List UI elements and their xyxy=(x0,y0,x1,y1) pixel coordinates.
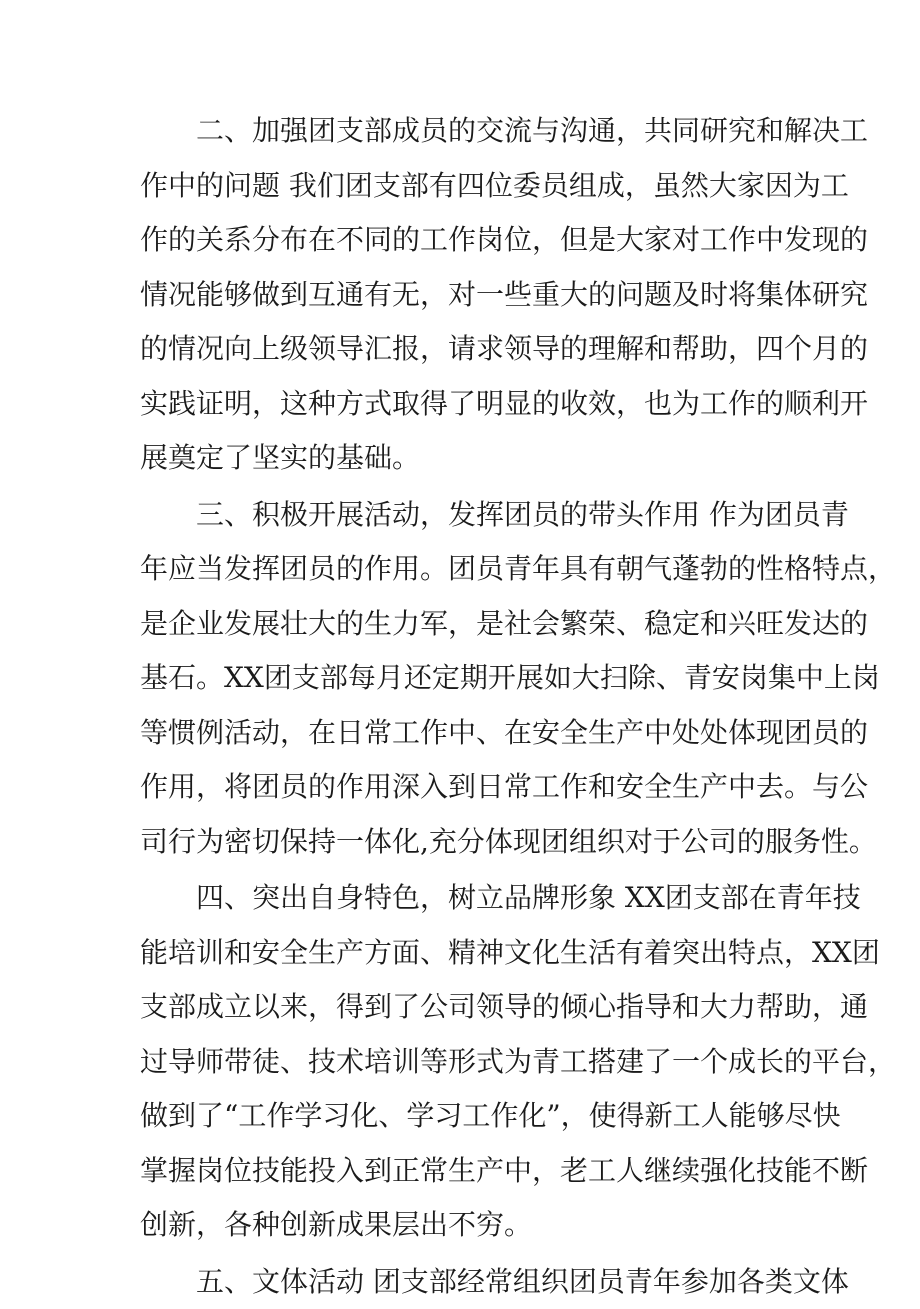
text-line: 作中的问题 我们团支部有四位委员组成，虽然大家因为工 xyxy=(140,159,780,214)
text-line: 创新，各种创新成果层出不穷。 xyxy=(140,1198,780,1253)
text-line: 作用，将团员的作用深入到日常工作和安全生产中去。与公 xyxy=(140,760,780,815)
text-line: 过导师带徒、技术培训等形式为青工搭建了一个成长的平台， xyxy=(140,1035,780,1090)
text-line: 等惯例活动，在日常工作中、在安全生产中处处体现团员的 xyxy=(140,706,780,761)
text-line: 二、加强团支部成员的交流与沟通，共同研究和解决工 xyxy=(140,104,780,159)
text-line: 展奠定了坚实的基础。 xyxy=(140,431,780,486)
text-line: 做到了“工作学习化、学习工作化”，使得新工人能够尽快 xyxy=(140,1089,780,1144)
paragraph-3 xyxy=(140,488,780,870)
paragraph-5 xyxy=(140,1255,780,1309)
text-line: 能培训和安全生产方面、精神文化生活有着突出特点，XX团 xyxy=(140,926,780,981)
text-line: 支部成立以来，得到了公司领导的倾心指导和大力帮助，通 xyxy=(140,980,780,1035)
paragraph-2 xyxy=(140,104,780,486)
text-line: 五、文体活动 团支部经常组织团员青年参加各类文体 xyxy=(140,1255,780,1309)
text-line: 三、积极开展活动，发挥团员的带头作用 作为团员青 xyxy=(140,488,780,543)
paragraph-4 xyxy=(140,871,780,1253)
text-line: 作的关系分布在不同的工作岗位，但是大家对工作中发现的 xyxy=(140,213,780,268)
text-line: 实践证明，这种方式取得了明显的收效，也为工作的顺利开 xyxy=(140,377,780,432)
document-body xyxy=(140,104,780,1309)
text-line: 年应当发挥团员的作用。团员青年具有朝气蓬勃的性格特点， xyxy=(140,542,780,597)
text-line: 司行为密切保持一体化,充分体现团组织对于公司的服务性。 xyxy=(140,815,780,870)
text-line: 情况能够做到互通有无，对一些重大的问题及时将集体研究 xyxy=(140,268,780,323)
text-line: 是企业发展壮大的生力军，是社会繁荣、稳定和兴旺发达的 xyxy=(140,597,780,652)
text-line: 的情况向上级领导汇报，请求领导的理解和帮助，四个月的 xyxy=(140,322,780,377)
text-line: 基石。XX团支部每月还定期开展如大扫除、青安岗集中上岗 xyxy=(140,651,780,706)
text-line: 四、突出自身特色，树立品牌形象 XX团支部在青年技 xyxy=(140,871,780,926)
text-line: 掌握岗位技能投入到正常生产中，老工人继续强化技能不断 xyxy=(140,1144,780,1199)
